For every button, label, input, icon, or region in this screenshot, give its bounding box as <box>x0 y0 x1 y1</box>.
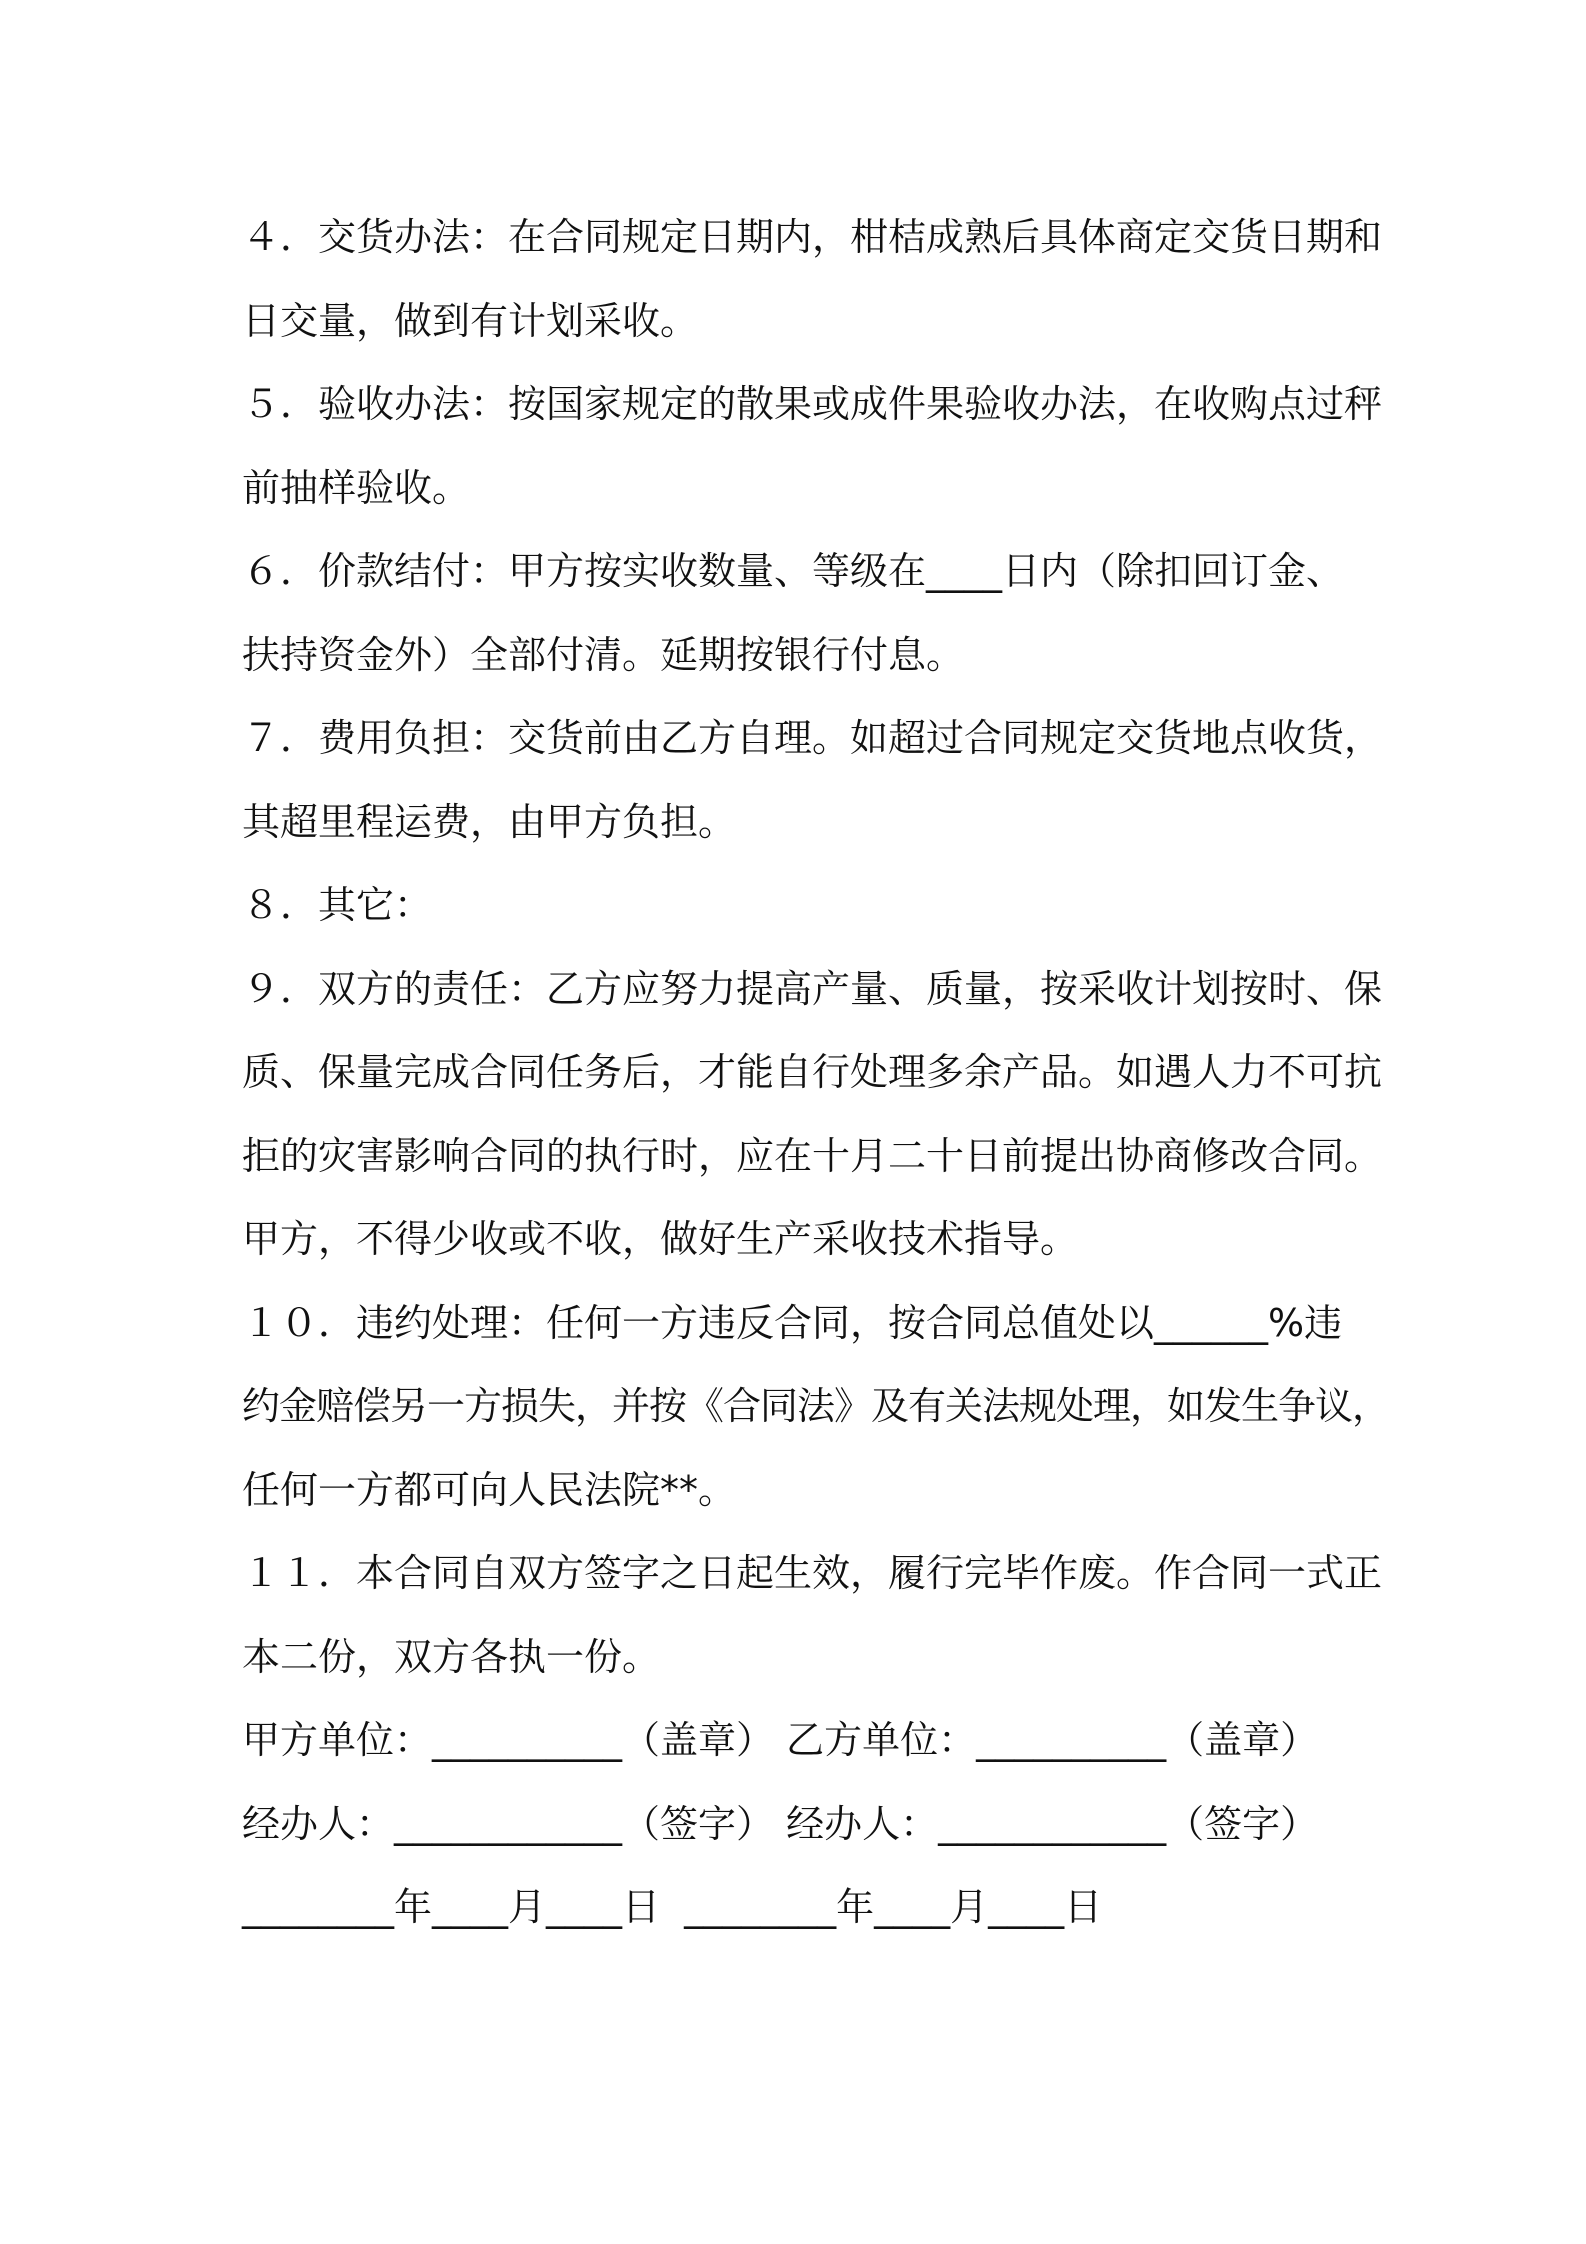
clause-9-responsibility-cont-2: 拒的灾害影响合同的执行时，应在十月二十日前提出协商修改合同。 <box>242 1133 1383 1178</box>
clause-7-costs-cont: 其超里程运费，由甲方负担。 <box>242 799 737 844</box>
clause-9-responsibility: ９．双方的责任：乙方应努力提高产量、质量，按采收计划按时、保 <box>242 966 1383 1011</box>
clause-8-other: ８．其它： <box>242 883 433 927</box>
clause-6-payment-cont: 扶持资金外）全部付清。延期按银行付息。 <box>242 632 965 677</box>
handler-signature-line: 经办人：____________（签字） 经办人：____________（签字） <box>242 1801 1319 1846</box>
clause-6-payment: ６．价款结付：甲方按实收数量、等级在____日内（除扣回订金、 <box>242 549 1345 593</box>
clause-11-effect-cont: 本二份，双方各执一份。 <box>242 1634 661 1679</box>
clause-10-breach-cont-2: 任何一方都可向人民法院**。 <box>242 1467 737 1512</box>
contract-page <box>242 196 1390 1950</box>
clause-4-delivery: ４．交货办法：在合同规定日期内，柑桔成熟后具体商定交货日期和 <box>242 215 1383 259</box>
clause-10-breach-cont-1: 约金赔偿另一方损失，并按《合同法》及有关法规处理，如发生争议， <box>242 1384 1390 1428</box>
clause-10-breach: １０．违约处理：任何一方违反合同，按合同总值处以______%违 <box>242 1300 1343 1345</box>
clause-11-effect: １１．本合同自双方签字之日起生效，履行完毕作废。作合同一式正 <box>242 1551 1383 1595</box>
clause-9-responsibility-cont-1: 质、保量完成合同任务后，才能自行处理多余产品。如遇人力不可抗 <box>242 1050 1383 1094</box>
clause-9-responsibility-cont-3: 甲方，不得少收或不收，做好生产采收技术指导。 <box>242 1217 1079 1261</box>
clause-5-inspection-cont: 前抽样验收。 <box>242 465 471 510</box>
clause-4-delivery-cont: 日交量，做到有计划采收。 <box>242 298 699 343</box>
clause-7-costs: ７．费用负担：交货前由乙方自理。如超过合同规定交货地点收货， <box>242 716 1383 760</box>
clause-5-inspection: ５．验收办法：按国家规定的散果或成件果验收办法，在收购点过秤 <box>242 382 1383 426</box>
date-line: ________年____月____日 ________年____月____日 <box>242 1885 1103 1929</box>
party-units-signature-line: 甲方单位：__________（盖章） 乙方单位：__________（盖章） <box>242 1718 1319 1762</box>
